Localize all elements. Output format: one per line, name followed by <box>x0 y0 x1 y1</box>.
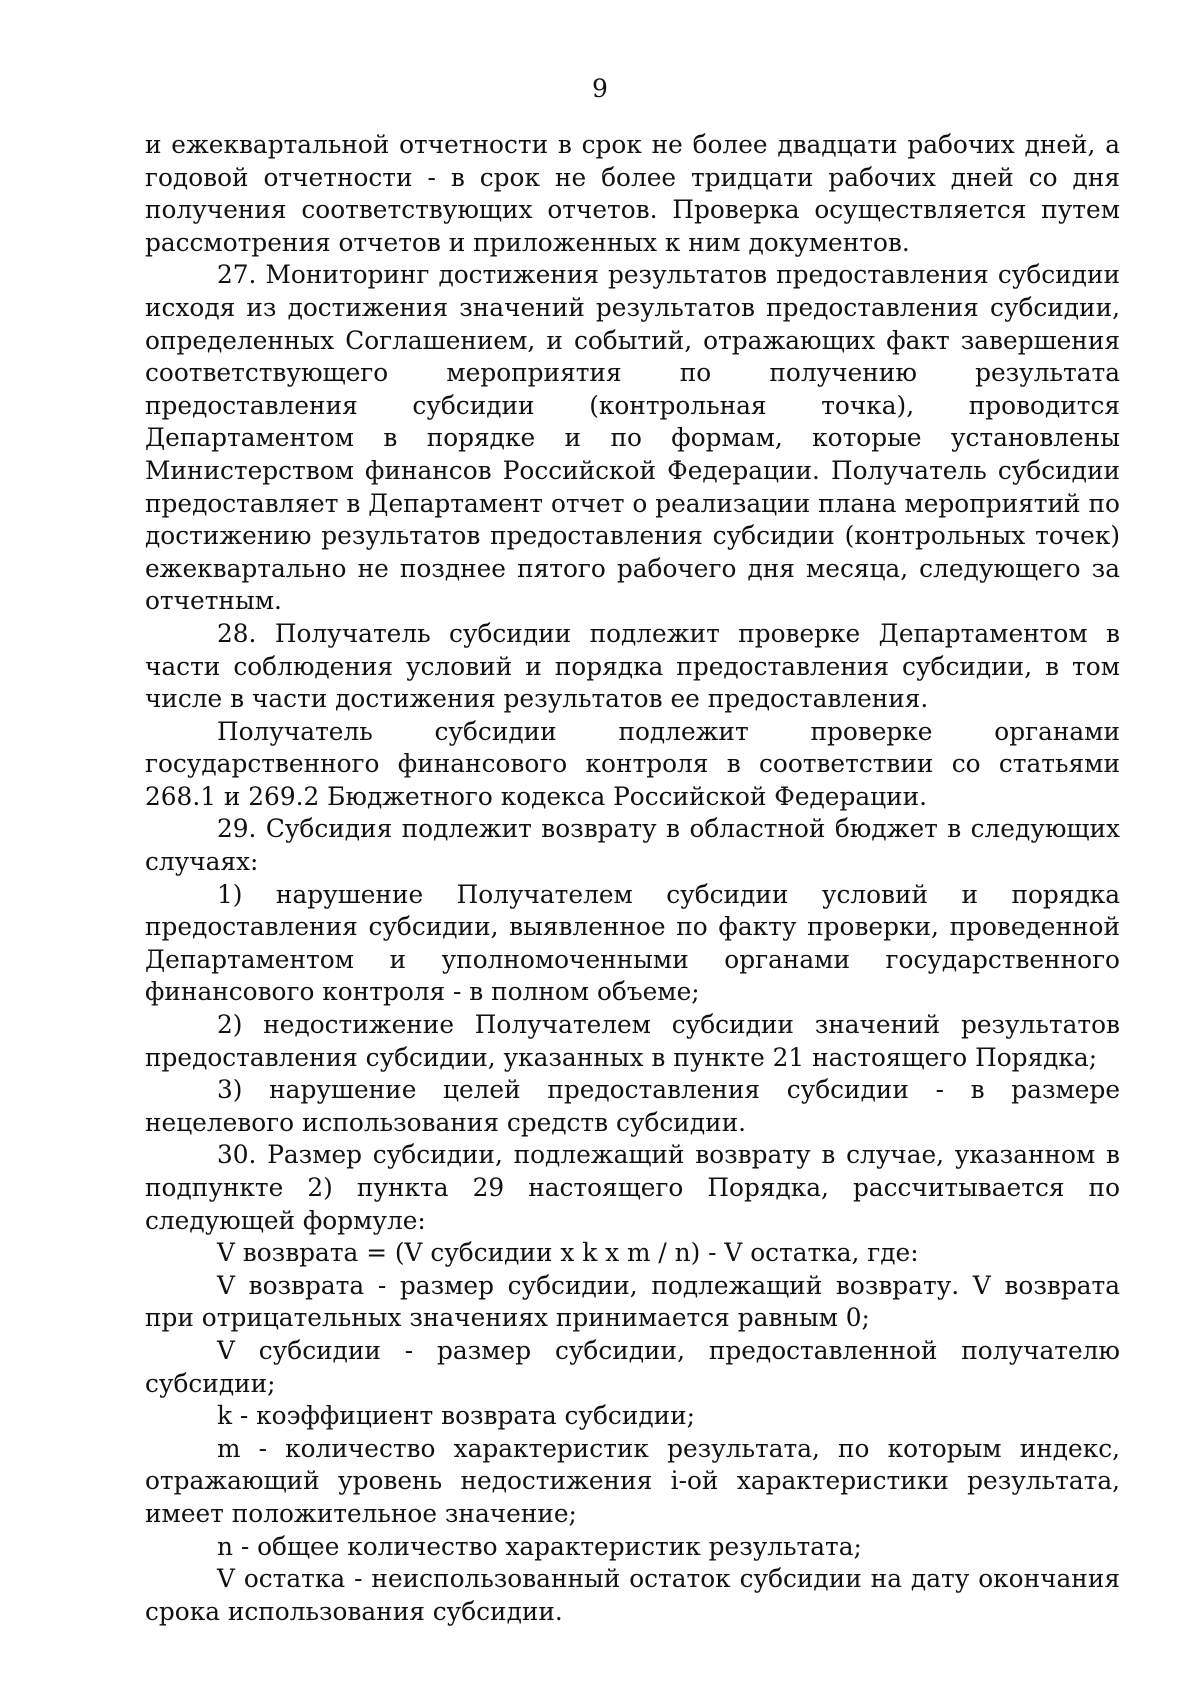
document-body <box>145 129 1120 1628</box>
paragraph-30: 30. Размер субсидии, подлежащий возврату в случае, указанном в подпункте 2) пункта 29 настоящего Порядка, рассчитывается по следующей формуле: <box>145 1140 1120 1235</box>
paragraph-29-item-3: 3) нарушение целей предоставления субсидии - в размере нецелевого использования средств субсидии. <box>145 1075 1120 1137</box>
formula-def-v-return: V возврата - размер субсидии, подлежащий возврату. V возврата при отрицательных значениях принимается равным 0; <box>145 1270 1120 1333</box>
paragraph-28: 28. Получатель субсидии подлежит проверке Департаментом в части соблюдения условий и порядка предоставления субсидии, в том числе в части достижения результатов ее предоставления. <box>145 618 1120 714</box>
formula-def-v-subsidy: V субсидии - размер субсидии, предоставленной получателю субсидии; <box>145 1335 1120 1398</box>
formula-def-m: m - количество характеристик результата, по которым индекс, отражающий уровень недостижения i-ой характеристики результата, имеет положительное значение; <box>145 1433 1120 1528</box>
formula-def-n: n - общее количество характеристик результата; <box>217 1531 862 1561</box>
formula: V возврата = (V субсидии x k x m / n) - V остатка, где: <box>217 1238 919 1268</box>
formula-def-v-remainder: V остатка - неиспользованный остаток субсидии на дату окончания срока использования субсидии. <box>145 1564 1120 1626</box>
paragraph-29-item-1: 1) нарушение Получателем субсидии условий и порядка предоставления субсидии, выявленное по факту проверки, проведенной Департаментом и уполномоченными органами государственного финансового контроля - в полном объеме; <box>145 879 1120 1007</box>
paragraph-29-item-2: 2) недостижение Получателем субсидии значений результатов предоставления субсидии, указанных в пункте 21 настоящего Порядка; <box>145 1010 1120 1072</box>
formula-def-k: k - коэффициент возврата субсидии; <box>217 1401 696 1431</box>
paragraph-29: 29. Субсидия подлежит возврату в областной бюджет в следующих случаях: <box>145 814 1120 877</box>
paragraph-27: 27. Мониторинг достижения результатов предоставления субсидии исходя из достижения значений результатов предоставления субсидии, определенных Соглашением, и событий, отражающих факт завершения соответствующего мероприятия по получению результата предоставления субсидии (контрольная точка), проводится Департаментом в порядке и по формам, которые установлены Министерством финансов Российской Федерации. Получатель субсидии предоставляет в Департамент отчет о реализации плана мероприятий по достижению результатов предоставления субсидии (контрольных точек) ежеквартально не позднее пятого рабочего дня месяца, следующего за отчетным. <box>145 260 1120 616</box>
paragraph-continuation: и ежеквартальной отчетности в срок не более двадцати рабочих дней, а годовой отчетности - в срок не более тридцати рабочих дней со дня получения соответствующих отчетов. Проверка осуществляется путем рассмотрения отчетов и приложенных к ним документов. <box>145 130 1120 257</box>
paragraph-28-control: Получатель субсидии подлежит проверке органами государственного финансового контроля в соответствии со статьями 268.1 и 269.2 Бюджетного кодекса Российской Федерации. <box>145 716 1120 811</box>
page-number: 9 <box>592 74 608 103</box>
